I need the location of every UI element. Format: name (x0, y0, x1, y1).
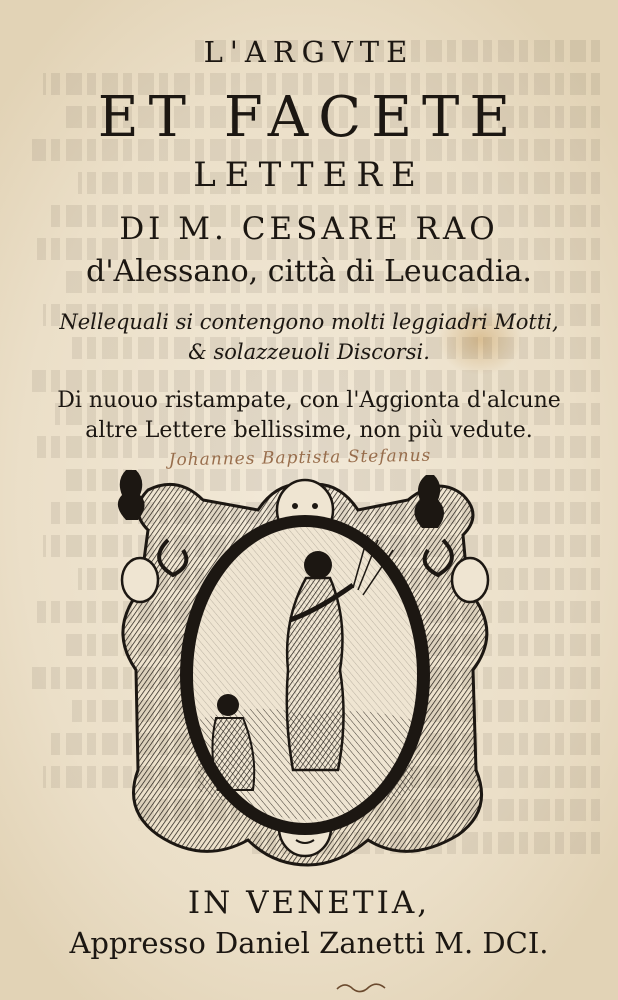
author-line: DI M. CESARE RAO (119, 211, 499, 247)
title-line-1: L'ARGVTE (203, 35, 415, 69)
author-origin-line: d'Alessano, città di Leucadia. (86, 254, 532, 289)
edition-note-line-1: Di nuouo ristampate, con l'Aggionta d'alcune (57, 388, 561, 413)
subtitle-line-1: Nellequali si contengono molti leggiadri Motti, (59, 310, 559, 334)
title-line-3: LETTERE (193, 155, 425, 195)
ownership-signature: Johannes Baptista Stefanus (168, 445, 432, 471)
title-line-2: ET FACETE (97, 85, 521, 150)
pen-flourish-icon (335, 979, 395, 995)
printers-device-woodcut-icon (108, 470, 503, 870)
subtitle-line-2: & solazzeuoli Discorsi. (188, 340, 430, 364)
edition-note-line-2: altre Lettere bellissime, non più vedute. (85, 418, 533, 443)
imprint-line: Appresso Daniel Zanetti M. DCI. (69, 926, 549, 960)
place-of-printing: IN VENETIA, (187, 885, 431, 921)
